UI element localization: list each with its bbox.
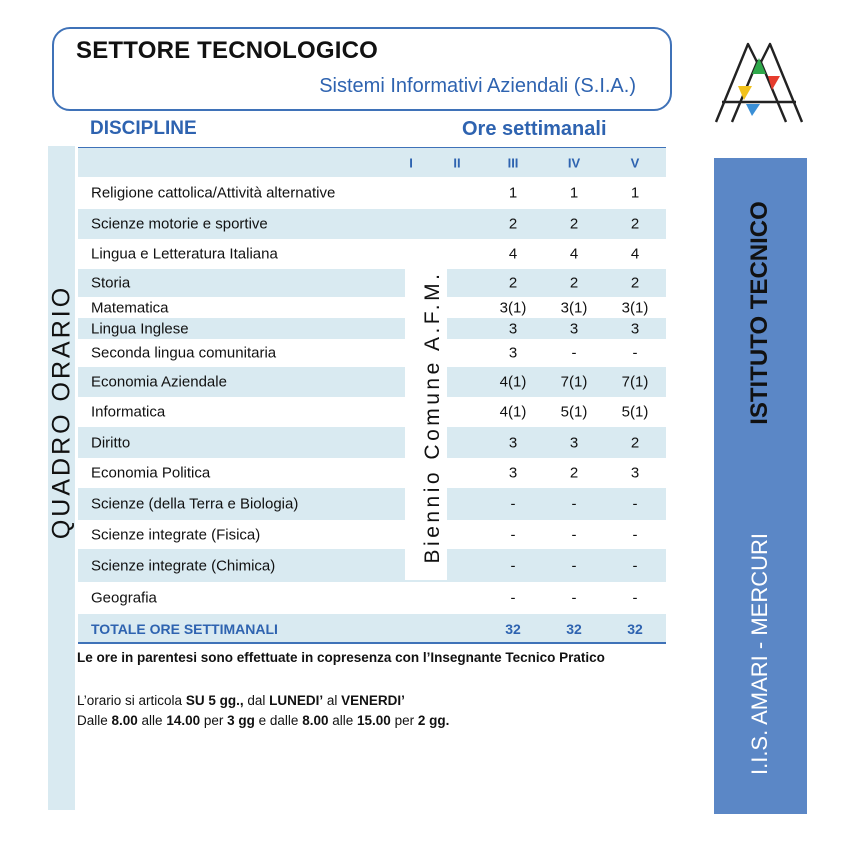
biennio-label: Biennio Comune A.F.M. [421, 270, 444, 564]
disciplines-heading: DISCIPLINE [90, 118, 197, 139]
istituto-tecnico-label: ISTITUTO TECNICO [746, 201, 773, 425]
subject-name: Matematica [91, 299, 169, 316]
hours-iv: - [571, 589, 577, 607]
table-row [78, 427, 666, 458]
hours-v: 7(1) [621, 373, 649, 391]
table-row [78, 209, 666, 239]
hours-iv: - [571, 557, 577, 574]
hours-iii: 4(1) [499, 373, 527, 391]
hours-iii: 3 [508, 434, 518, 451]
hours-iv: 5(1) [560, 403, 588, 421]
hours-iii: 4(1) [499, 403, 527, 421]
subject-name: Scienze integrate (Chimica) [91, 557, 276, 574]
hours-iii: 4 [508, 245, 518, 263]
year-header-i: I [409, 155, 413, 170]
sector-title: SETTORE TECNOLOGICO [76, 37, 379, 64]
hours-iii: 3 [508, 464, 518, 482]
table-row [78, 339, 666, 367]
year-header-v: V [630, 155, 640, 170]
hours-iii: 2 [508, 274, 518, 292]
year-header-iv: IV [567, 155, 581, 170]
table-row [78, 297, 666, 318]
table-row [78, 582, 666, 614]
hours-v: 3 [630, 320, 640, 337]
table-header-row [78, 148, 666, 177]
hours-iv: 4 [569, 245, 579, 263]
total-label: TOTALE ORE SETTIMANALI [91, 620, 278, 637]
table-row [78, 488, 666, 520]
table-row [78, 367, 666, 397]
hours-v: 5(1) [621, 403, 649, 421]
table-row [78, 269, 666, 297]
table-row [78, 520, 666, 549]
hours-iv: 1 [569, 184, 579, 202]
hours-iv: 3(1) [560, 299, 588, 316]
subject-name: Religione cattolica/Attività alternative [91, 184, 336, 202]
hours-v: - [632, 557, 638, 574]
total-iii: 32 [505, 620, 521, 637]
total-row [78, 614, 666, 643]
hours-iv: - [571, 495, 577, 513]
hours-iv: 2 [569, 215, 579, 233]
hours-v: 2 [630, 434, 640, 451]
hours-v: 3 [630, 464, 640, 482]
table-bottom-rule [78, 642, 666, 644]
hours-iii: 3(1) [499, 299, 527, 316]
year-header-ii: II [453, 155, 461, 170]
subject-name: Storia [91, 274, 131, 292]
hours-v: 4 [630, 245, 640, 263]
hours-v: 2 [630, 215, 640, 233]
hours-v: 3(1) [621, 299, 649, 316]
hours-v: - [632, 526, 638, 543]
hours-iii: - [510, 526, 516, 543]
hours-iv: - [571, 344, 577, 362]
header-box [52, 27, 672, 111]
subject-name: Geografia [91, 589, 157, 607]
subject-name: Scienze (della Terra e Biologia) [91, 495, 299, 513]
subject-name: Lingua Inglese [91, 320, 189, 337]
hours-v: 1 [630, 184, 640, 202]
subject-name: Economia Aziendale [91, 373, 227, 391]
hours-iii: 1 [508, 184, 518, 202]
total-v: 32 [627, 620, 643, 637]
schedule-days-note: L’orario si articola SU 5 gg., dal LUNEDI’ al VENERDI’ [77, 693, 405, 708]
hours-v: 2 [630, 274, 640, 292]
school-logo-icon [712, 36, 806, 132]
hours-iii: - [510, 589, 516, 607]
subject-name: Lingua e Letteratura Italiana [91, 245, 278, 263]
subject-name: Economia Politica [91, 464, 211, 482]
hours-iv: 3 [569, 434, 579, 451]
table-row [78, 239, 666, 269]
quadro-orario-label: QUADRO ORARIO [47, 284, 76, 540]
hours-iii: - [510, 495, 516, 513]
table-row [78, 177, 666, 209]
table-row [78, 458, 666, 488]
hours-iv: 2 [569, 464, 579, 482]
table-row [78, 549, 666, 582]
copresenza-note: Le ore in parentesi sono effettuate in copresenza con l’Insegnante Tecnico Pratico [77, 650, 605, 665]
table-row [78, 318, 666, 339]
table-row [78, 397, 666, 427]
hours-iv: 3 [569, 320, 579, 337]
schedule-hours-note: Dalle 8.00 alle 14.00 per 3 gg e dalle 8.00 alle 15.00 per 2 gg. [77, 713, 450, 728]
hours-iii: 2 [508, 215, 518, 233]
total-iv: 32 [566, 620, 582, 637]
subject-name: Seconda lingua comunitaria [91, 344, 277, 362]
subject-name: Scienze motorie e sportive [91, 215, 268, 233]
school-name-label: I.I.S. AMARI - MERCURI [747, 532, 772, 776]
hours-iv: 7(1) [560, 373, 588, 391]
hours-v: - [632, 589, 638, 607]
hours-iv: 2 [569, 274, 579, 292]
weekly-hours-heading: Ore settimanali [462, 118, 607, 140]
course-subtitle: Sistemi Informativi Aziendali (S.I.A.) [319, 75, 636, 97]
hours-iii: 3 [508, 344, 518, 362]
subject-name: Informatica [91, 403, 166, 421]
hours-iv: - [571, 526, 577, 543]
hours-iii: 3 [508, 320, 518, 337]
hours-v: - [632, 344, 638, 362]
subject-name: Diritto [91, 434, 131, 451]
hours-iii: - [510, 557, 516, 574]
subject-name: Scienze integrate (Fisica) [91, 526, 261, 543]
hours-v: - [632, 495, 638, 513]
year-header-iii: III [507, 155, 519, 170]
